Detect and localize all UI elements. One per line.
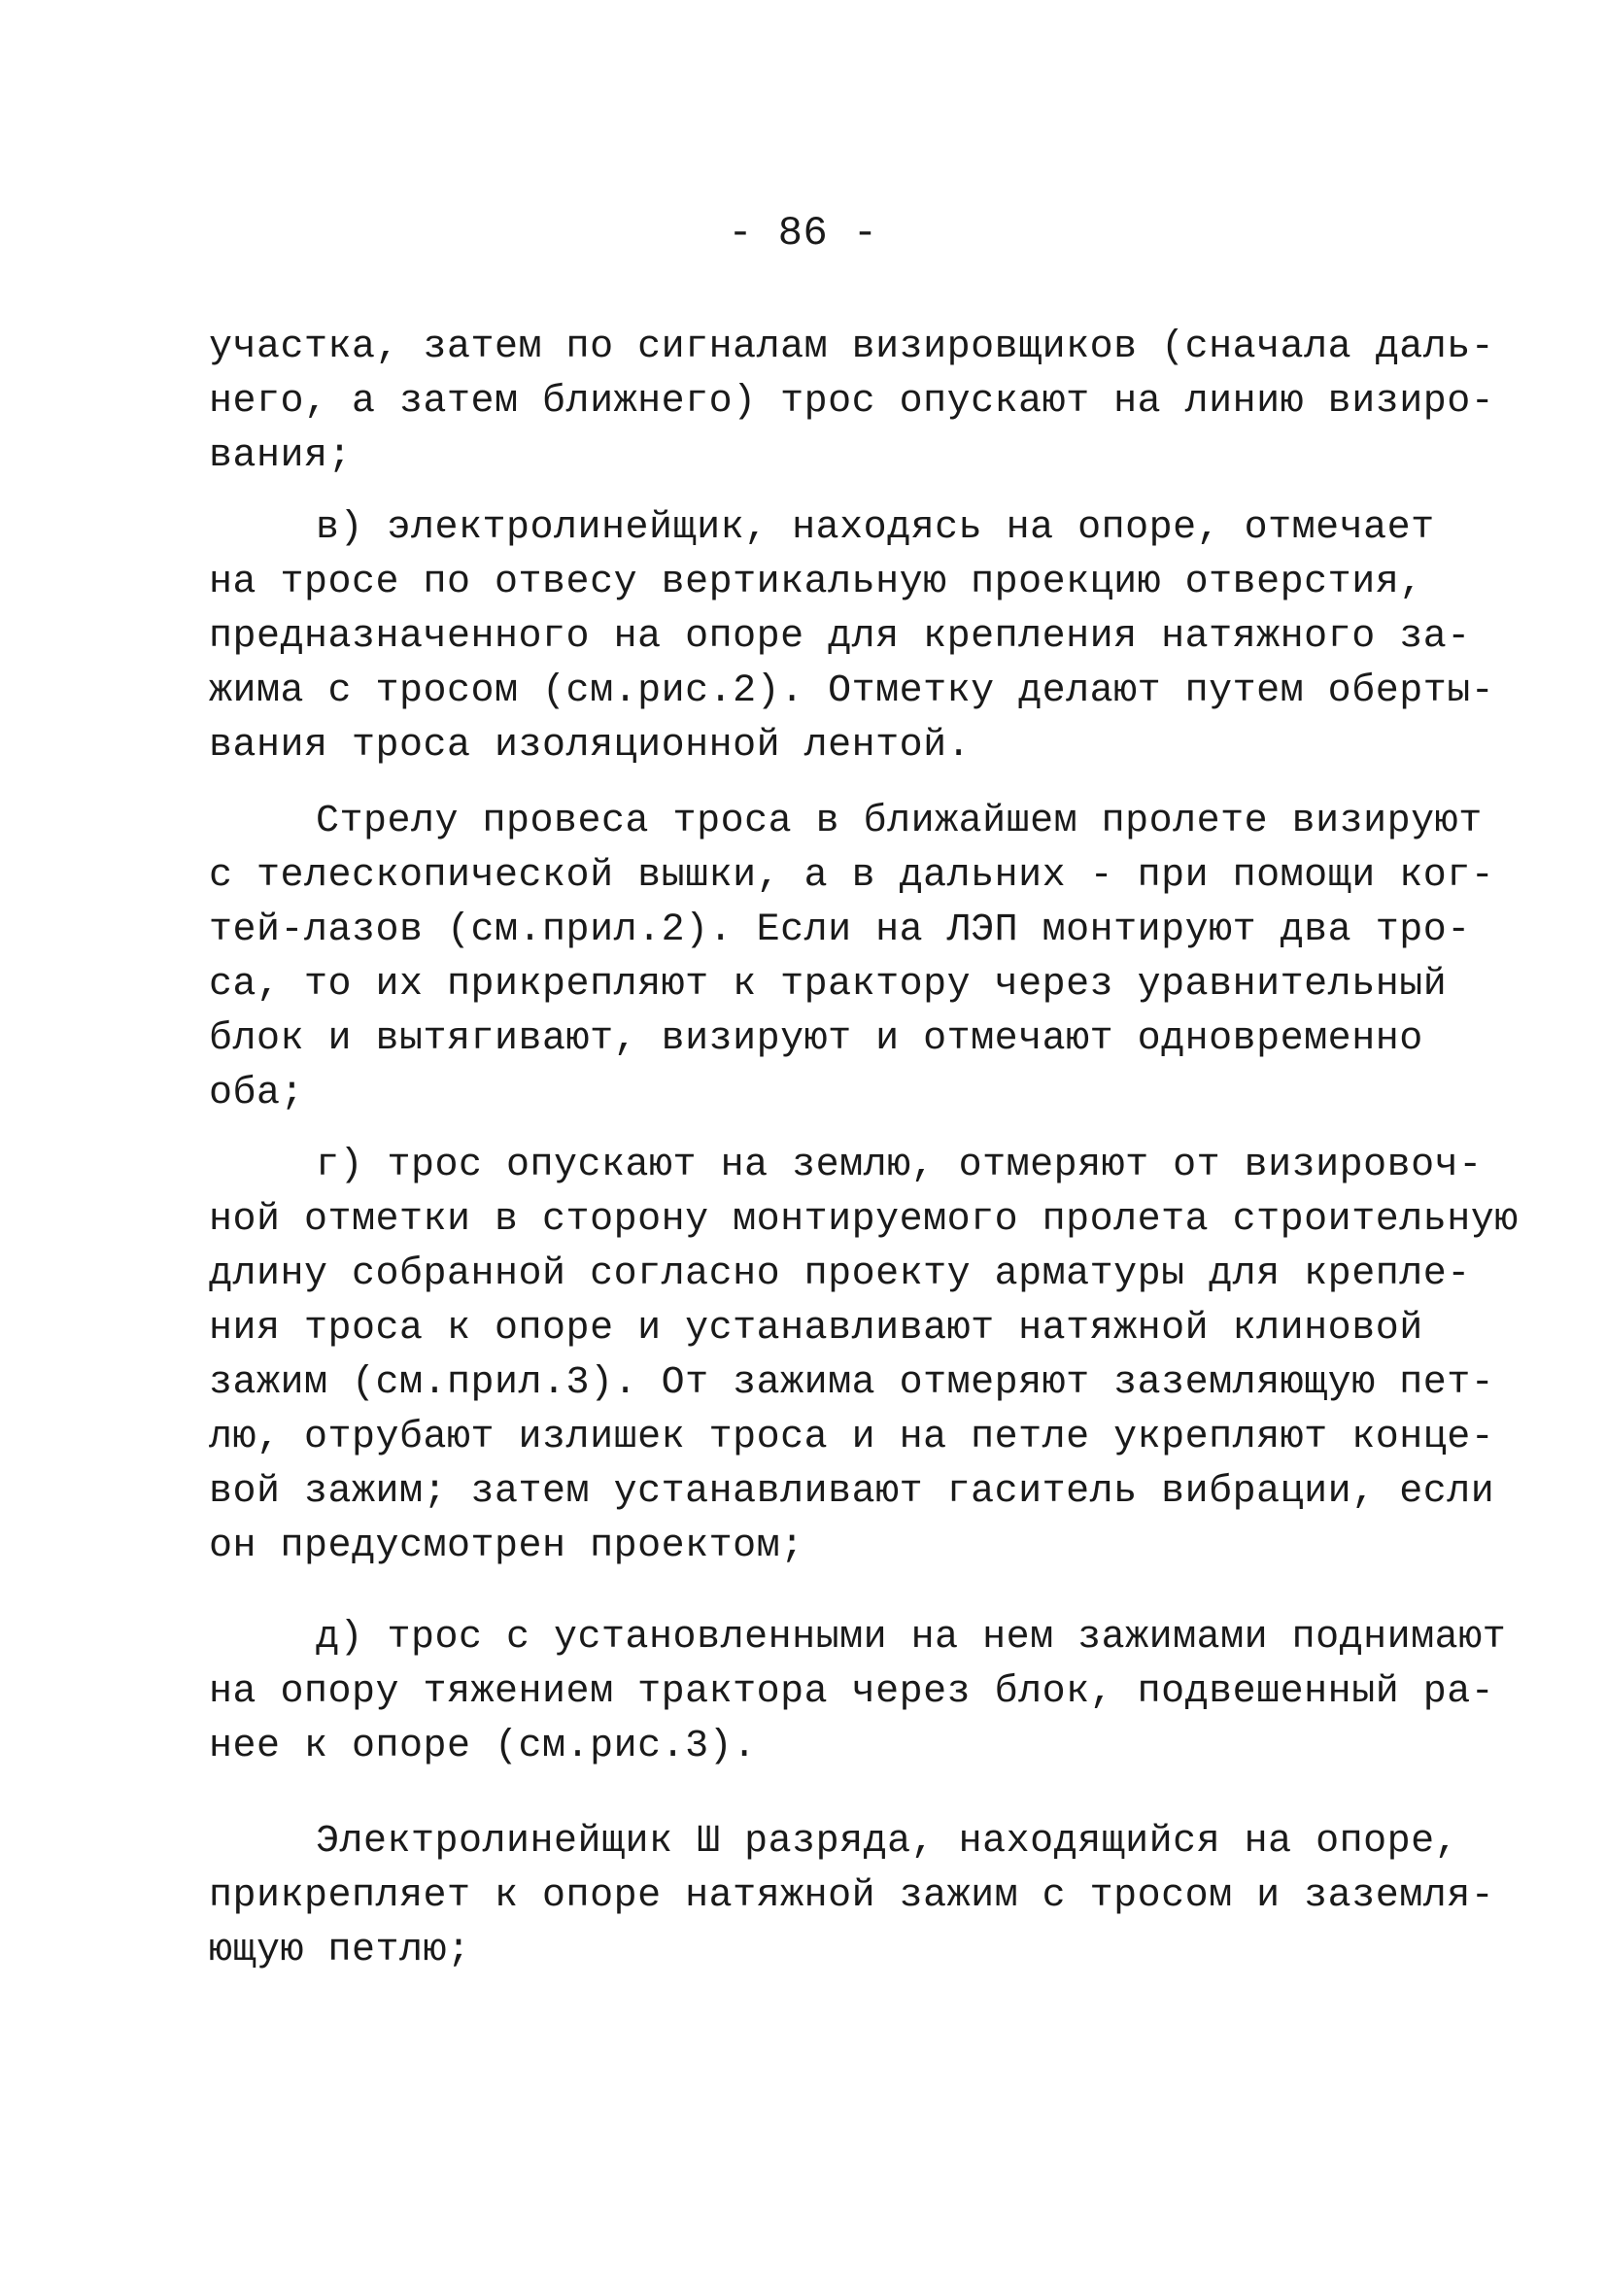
text-line: участка, затем по сигналам визировщиков (сначала даль-	[209, 326, 1495, 369]
text-line: нее к опоре (см.рис.3).	[209, 1725, 757, 1768]
text-line: вания троса изоляционной лентой.	[209, 724, 972, 768]
paragraph-1	[209, 321, 1495, 484]
paragraph-4	[209, 1139, 1519, 1574]
paragraph-6	[209, 1815, 1495, 1978]
paragraph-5	[209, 1611, 1507, 1774]
text-line: жима с тросом (см.рис.2). Отметку делают путем оберты-	[209, 669, 1495, 713]
text-line: длину собранной согласно проекту арматуры для крепле-	[209, 1252, 1471, 1296]
text-line: Электролинейщик Ш разряда, находящийся на опоре,	[316, 1820, 1459, 1864]
text-line: него, а затем ближнего) трос опускают на линию визиро-	[209, 380, 1495, 424]
paragraph-2	[209, 501, 1495, 773]
text-line: г) трос опускают на землю, отмеряют от визировоч-	[316, 1144, 1483, 1187]
text-line: вания;	[209, 434, 353, 478]
text-line: блок и вытягивают, визируют и отмечают одновременно	[209, 1017, 1423, 1061]
paragraph-3	[209, 795, 1495, 1121]
text-line: лю, отрубают излишек троса и на петле укрепляют конце-	[209, 1416, 1495, 1459]
text-line: д) трос с установленными на нем зажимами поднимают	[316, 1616, 1507, 1660]
text-line: вой зажим; затем устанавливают гаситель вибрации, если	[209, 1470, 1495, 1514]
text-line: прикрепляет к опоре натяжной зажим с тросом и заземля-	[209, 1874, 1495, 1918]
text-line: оба;	[209, 1072, 305, 1115]
text-line: с телескопической вышки, а в дальних - при помощи ког-	[209, 854, 1495, 898]
text-line: ной отметки в сторону монтируемого пролета строительную	[209, 1198, 1519, 1242]
text-line: ния троса к опоре и устанавливают натяжной клиновой	[209, 1307, 1423, 1351]
text-line: ющую петлю;	[209, 1929, 471, 1972]
text-line: са, то их прикрепляют к трактору через уравнительный	[209, 963, 1448, 1007]
text-line: в) электролинейщик, находясь на опоре, отмечает	[316, 506, 1435, 550]
text-line: он предусмотрен проектом;	[209, 1525, 804, 1568]
text-line: на тросе по отвесу вертикальную проекцию отверстия,	[209, 561, 1423, 604]
text-line: Стрелу провеса троса в ближайшем пролете визируют	[316, 800, 1483, 843]
text-line: тей-лазов (см.прил.2). Если на ЛЭП монтируют два тро-	[209, 908, 1471, 952]
text-line: предназначенного на опоре для крепления натяжного за-	[209, 615, 1471, 659]
text-line: зажим (см.прил.3). От зажима отмеряют заземляющую пет-	[209, 1361, 1495, 1405]
page-number: - 86 -	[728, 210, 878, 257]
text-line: на опору тяжением трактора через блок, подвешенный ра-	[209, 1670, 1495, 1714]
